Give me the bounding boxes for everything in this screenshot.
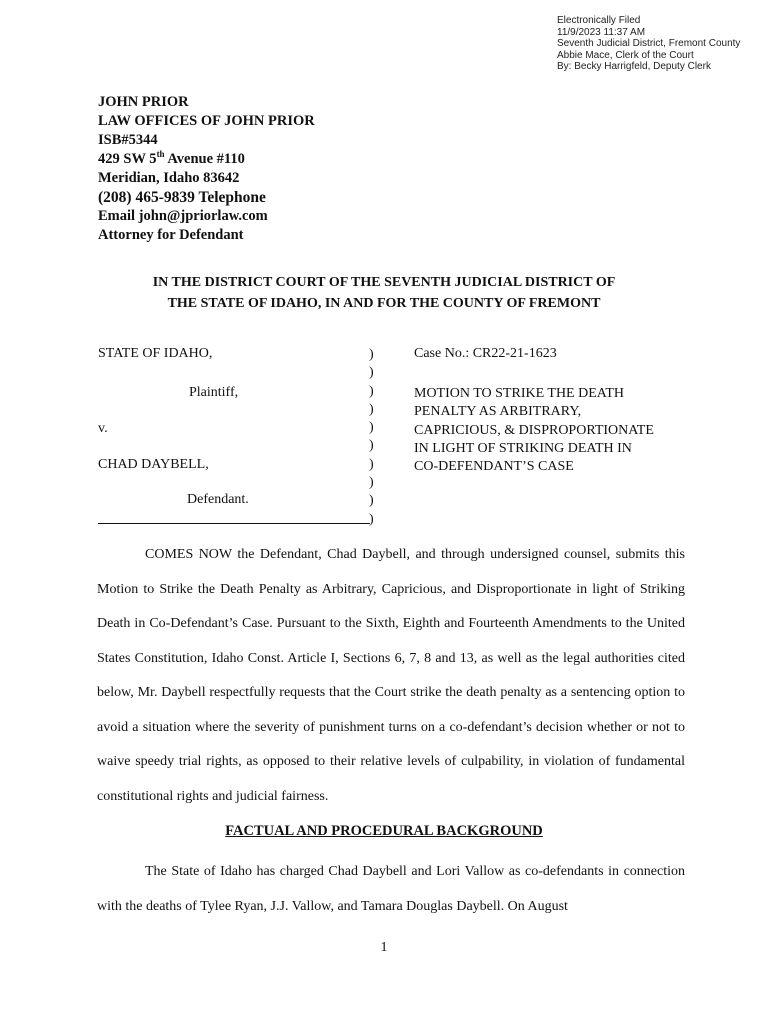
court-heading-line-1: IN THE DISTRICT COURT OF THE SEVENTH JUDICIAL DISTRICT OF [152,275,616,290]
intro-paragraph: COMES NOW the Defendant, Chad Daybell, and through undersigned counsel, submits this Motion to Strike the Death Penalty as Arbitrary, Capricious, and Disproportionate in light of Striking Death in Co-Defendant’s Case. Pursuant to the Sixth, Eighth and Fourteenth Amendments to the United States Constitution, Idaho Const. Article I, Sections 6, 7, 8 and 13, as well as the legal authorities cited below, Mr. Daybell respectfully requests that the Court strike the death penalty as a sentencing option to avoid a situation where the severity of punishment turns on a co-defendant’s decision whether or not to waive speedy trial rights, as opposed to their relative levels of culpability, in violation of fundamental constitutional rights and judicial fairness. [97,547,685,804]
street-address [98,150,315,169]
address-street: Avenue #110 [164,151,245,167]
page-number: 1 [380,940,388,955]
motion-title-line: CO-DEFENDANT’S CASE [414,459,574,475]
telephone: (208) 465-9839 Telephone [98,189,266,206]
address-ordinal: th [156,149,165,160]
background-paragraph: The State of Idaho has charged Chad Daybell and Lori Vallow as co-defendants in connection with the deaths of Tylee Ryan, J.J. Vallow, and Tamara Douglas Daybell. On August [97,864,685,914]
background-section [97,855,685,924]
stamp-line: Abbie Mace, Clerk of the Court [557,49,694,61]
motion-title-line: PENALTY AS ARBITRARY, [414,404,582,420]
motion-title-line: MOTION TO STRIKE THE DEATH [414,386,624,401]
stamp-line: Seventh Judicial District, Fremont County [557,38,741,49]
case-number: Case No.: CR22-21-1623 [414,346,557,361]
attorney-block [98,93,315,245]
plaintiff-name: STATE OF IDAHO, [98,346,213,361]
defendant-name: CHAD DAYBELL, [98,457,209,472]
stamp-line: 11/9/2023 11:37 AM [557,26,646,38]
versus: v. [98,421,108,436]
caption-divider [98,523,370,524]
attorney-name: JOHN PRIOR [98,94,189,110]
court-heading [0,272,768,314]
caption-parentheses: ) ) ) ) ) ) ) ) ) ) [369,347,374,527]
bar-number: ISB#5344 [98,132,158,148]
electronic-filing-stamp [557,15,740,73]
motion-title [414,385,654,476]
motion-title-line: IN LIGHT OF STRIKING DEATH IN [414,440,632,456]
plaintiff-role: Plaintiff, [189,385,239,400]
section-heading: FACTUAL AND PROCEDURAL BACKGROUND [225,823,543,839]
motion-title-line: CAPRICIOUS, & DISPROPORTIONATE [414,422,654,438]
attorney-role: Attorney for Defendant [98,227,244,243]
email: Email john@jpriorlaw.com [98,208,268,224]
stamp-line: Electronically Filed [557,15,641,26]
defendant-role: Defendant. [187,492,249,507]
law-firm: LAW OFFICES OF JOHN PRIOR [98,113,315,129]
motion-intro [97,538,685,814]
court-heading-line-2: THE STATE OF IDAHO, IN AND FOR THE COUNTY OF FREMONT [167,296,601,311]
stamp-line: By: Becky Harrigfeld, Deputy Clerk [557,61,711,72]
city-state-zip: Meridian, Idaho 83642 [98,170,240,186]
address-number: 429 SW 5 [98,151,157,167]
